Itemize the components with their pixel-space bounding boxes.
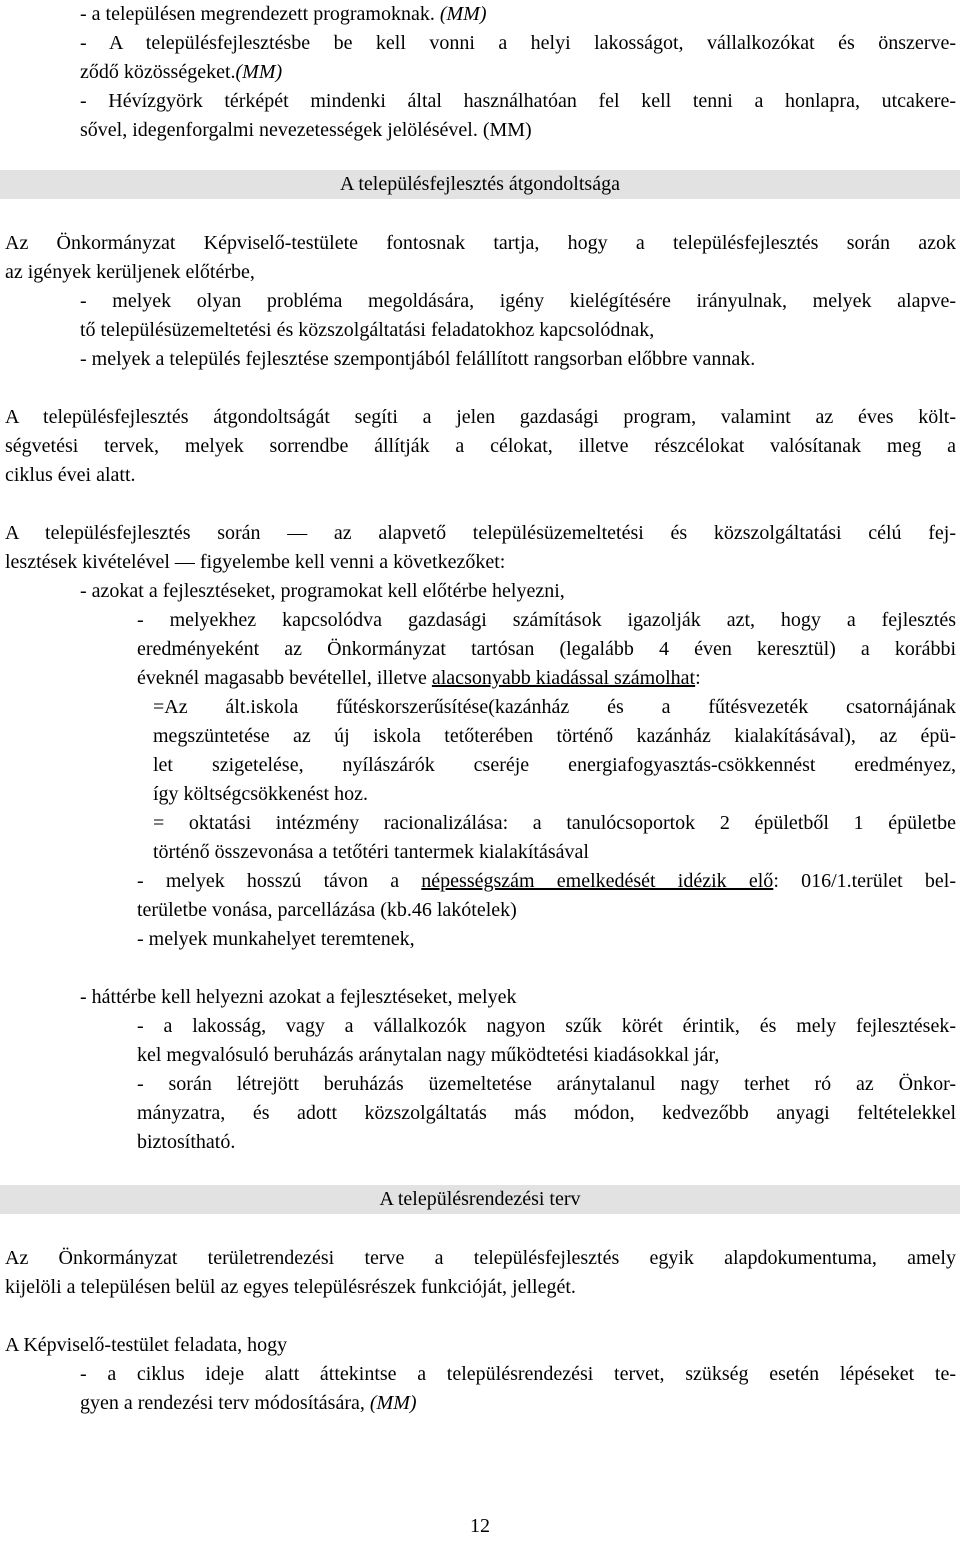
mm-tag: (MM): [235, 61, 283, 83]
intro-line: sővel, idegenforgalmi nevezetességek jelölésével. (MM): [80, 119, 532, 141]
list-item: - a ciklus ideje alatt áttekintse a településrendezési tervet, szükség esetén lépéseket te-: [80, 1363, 956, 1385]
intro-line: - Hévízgyörk térképét mindenki által használhatóan fel kell tenni a honlapra, utcakere-: [80, 90, 956, 112]
list-item: - melyek a település fejlesztése szempontjából felállított rangsorban előbbre vannak.: [80, 348, 756, 370]
list-item: - során létrejött beruházás üzemeltetése aránytalanul nagy terhet ró az Önkor-: [137, 1073, 956, 1095]
paragraph-line: kijelöli a településen belül az egyes településrészek funkcióját, jellegét.: [5, 1276, 576, 1298]
list-item: területbe vonása, parcellázása (kb.46 lakótelek): [137, 899, 517, 921]
list-item: - azokat a fejlesztéseket, programokat kell előtérbe helyezni,: [80, 580, 565, 602]
paragraph-line: A Képviselő-testület feladata, hogy: [5, 1334, 288, 1356]
mm-tag: (MM): [369, 1392, 417, 1414]
list-item: mányzatra, és adott közszolgáltatás más módon, kedvezőbb anyagi feltételekkel: [137, 1102, 956, 1124]
list-item: éveknél magasabb bevétellel, illetve alacsonyabb kiadással számolhat:: [137, 667, 701, 689]
paragraph-line: A településfejlesztés során — az alapvető településüzemeltetési és közszolgáltatási célú fej-: [5, 522, 956, 544]
intro-line: - A településfejlesztésbe be kell vonni a helyi lakosságot, vállalkozókat és önszerve-: [80, 32, 956, 54]
list-item: biztosítható.: [137, 1131, 236, 1153]
list-item: - a lakosság, vagy a vállalkozók nagyon szűk körét érintik, és mely fejlesztések-: [137, 1015, 956, 1037]
list-item: =Az ált.iskola fűtéskorszerűsítése(kazánház és a fűtésvezeték csatornájának: [153, 696, 956, 718]
paragraph-line: Az Önkormányzat Képviselő-testülete fontosnak tartja, hogy a településfejlesztés során azok: [5, 232, 956, 254]
intro-line: - a településen megrendezett programoknak. (MM): [80, 3, 487, 25]
list-item: megszüntetése az új iskola tetőterében történő kazánház kialakításával), az épü-: [153, 725, 956, 747]
mm-tag: (MM): [439, 3, 487, 25]
underlined-text: népességszám emelkedését idézik elő: [421, 870, 774, 892]
paragraph-line: Az Önkormányzat területrendezési terve a településfejlesztés egyik alapdokumentuma, amely: [5, 1247, 956, 1269]
underlined-text: alacsonyabb kiadással számolhat: [431, 667, 696, 689]
list-item: - háttérbe kell helyezni azokat a fejlesztéseket, melyek: [80, 986, 517, 1008]
list-item: = oktatási intézmény racionalizálása: a tanulócsoportok 2 épületből 1 épületbe: [153, 812, 956, 834]
list-item: let szigetelése, nyílászárók cseréje energiafogyasztás-csökkennést eredményez,: [153, 754, 956, 776]
paragraph-line: az igények kerüljenek előtérbe,: [5, 261, 255, 283]
list-item: tő településüzemeltetési és közszolgáltatási feladatokhoz kapcsolódnak,: [80, 319, 655, 341]
section-heading: A településrendezési terv: [379, 1188, 581, 1210]
section-heading: A településfejlesztés átgondoltsága: [340, 173, 620, 195]
list-item: - melyek munkahelyet teremtenek,: [137, 928, 415, 950]
list-item: így költségcsökkenést hoz.: [153, 783, 368, 805]
intro-line: ződő közösségeket.(MM): [80, 61, 283, 83]
paragraph-line: ségvetési tervek, melyek sorrendbe állítják a célokat, illetve részcélokat valósítanak meg a: [5, 435, 956, 457]
paragraph-line: A településfejlesztés átgondoltságát segíti a jelen gazdasági program, valamint az éves költ-: [5, 406, 956, 428]
list-item: - melyekhez kapcsolódva gazdasági számítások igazolják azt, hogy a fejlesztés: [137, 609, 956, 631]
list-item: - melyek olyan probléma megoldására, igény kielégítésére irányulnak, melyek alapve-: [80, 290, 956, 312]
list-item: történő összevonása a tetőtéri tantermek kialakításával: [153, 841, 589, 863]
list-item: - melyek hosszú távon a népességszám emelkedését idézik elő: 016/1.terület bel-: [137, 870, 957, 892]
list-item: kel megvalósuló beruházás aránytalan nagy működtetési kiadásokkal jár,: [137, 1044, 720, 1066]
list-item: eredményeként az Önkormányzat tartósan (legalább 4 éven keresztül) a korábbi: [137, 638, 956, 660]
list-item: gyen a rendezési terv módosítására, (MM): [80, 1392, 417, 1414]
paragraph-line: lesztések kivételével — figyelembe kell venni a következőket:: [5, 551, 506, 573]
page-number: 12: [470, 1515, 490, 1537]
paragraph-line: ciklus évei alatt.: [5, 464, 136, 486]
